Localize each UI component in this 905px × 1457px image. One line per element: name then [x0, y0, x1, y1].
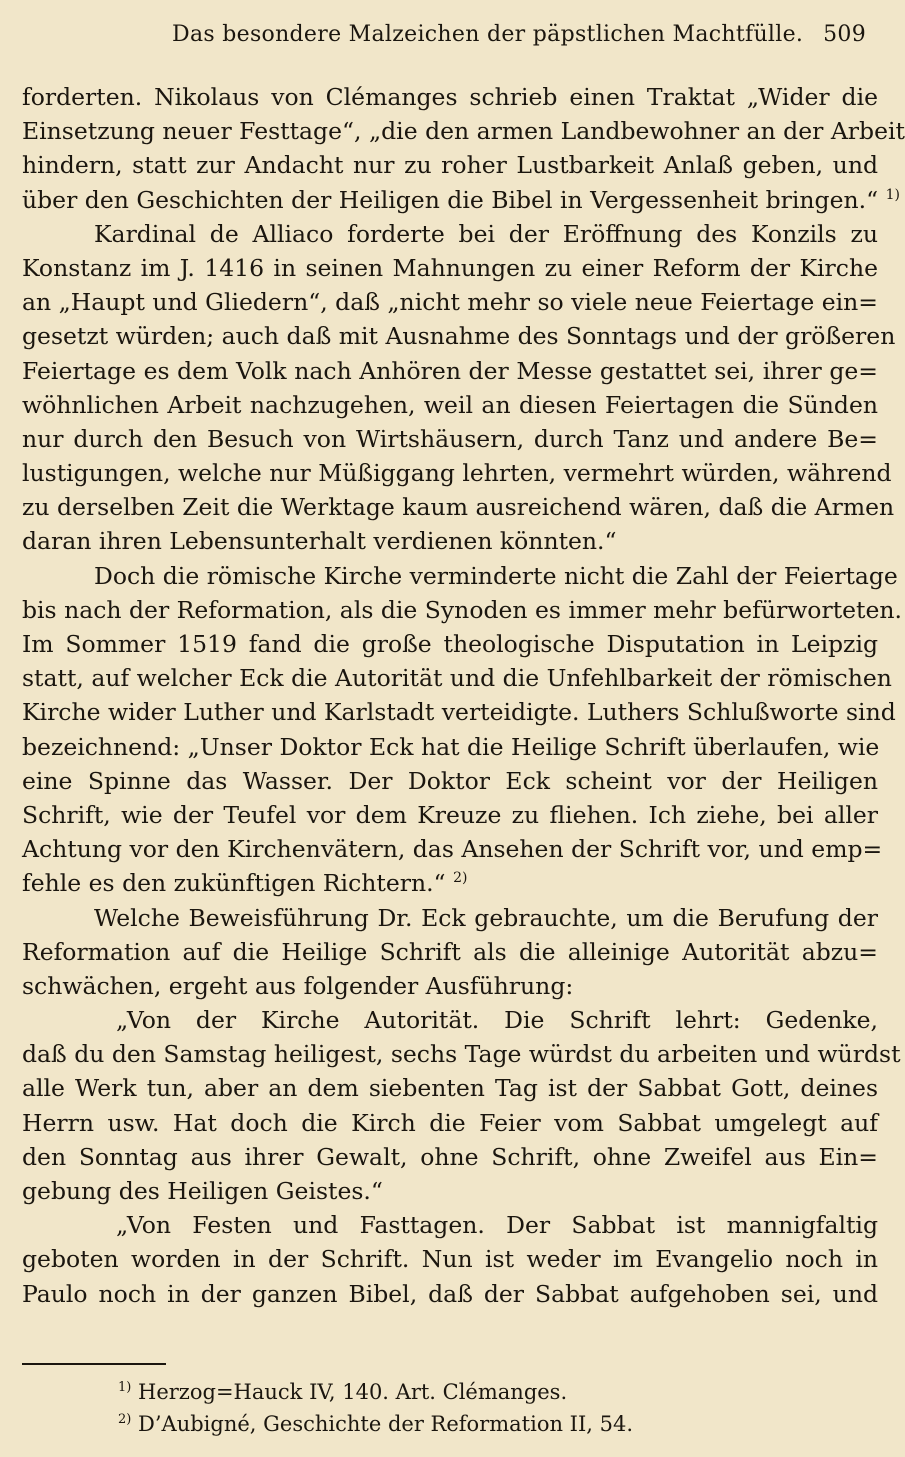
- text-line: gesetzt würden; auch daß mit Ausnahme des Sonntags und der größeren: [22, 322, 896, 351]
- text-line: Konstanz im J. 1416 in seinen Mahnungen zu einer Reform der Kirche: [22, 253, 878, 282]
- text-line: Achtung vor den Kirchenvätern, das Ansehen der Schrift vor, und emp=: [22, 835, 883, 864]
- text-line: Paulo noch in der ganzen Bibel, daß der Sabbat aufgehoben sei, und: [22, 1279, 878, 1308]
- text-line: zu derselben Zeit die Werktage kaum ausreichend wären, daß die Armen: [22, 493, 895, 522]
- text-line: Reformation auf die Heilige Schrift als die alleinige Autorität abzu=: [22, 937, 878, 966]
- page-number: 509: [823, 22, 866, 47]
- text-line: Herrn usw. Hat doch die Kirch die Feier vom Sabbat umgelegt auf: [22, 1108, 878, 1137]
- text-line: Kirche wider Luther und Karlstadt verteidigte. Luthers Schlußworte sind: [22, 698, 896, 727]
- text-line: „Von der Kirche Autorität. Die Schrift lehrt: Gedenke,: [116, 1006, 878, 1035]
- text-line: eine Spinne das Wasser. Der Doktor Eck scheint vor der Heiligen: [22, 766, 878, 795]
- footnotes: [118, 1376, 858, 1440]
- footnote-text: Herzog=Hauck IV, 140. Art. Clémanges.: [138, 1380, 568, 1404]
- footnote: [118, 1376, 858, 1408]
- running-title: Das besondere Malzeichen der päpstlichen Machtfülle.: [172, 22, 804, 47]
- text-line: bezeichnend: „Unser Doktor Eck hat die Heilige Schrift überlaufen, wie: [22, 732, 880, 761]
- text-line: nur durch den Besuch von Wirtshäusern, durch Tanz und andere Be=: [22, 424, 878, 453]
- footnote-mark: 1): [118, 1380, 132, 1395]
- text-line: Einsetzung neuer Festtage“, „die den armen Landbewohner an der Arbeit: [22, 117, 905, 146]
- footnote-text: D’Aubigné, Geschichte der Reformation II, 54.: [138, 1412, 633, 1436]
- text-line: gebung des Heiligen Geistes.“: [22, 1177, 383, 1205]
- text-line: daran ihren Lebensunterhalt verdienen könnten.“: [22, 527, 617, 556]
- footnote: [118, 1408, 858, 1440]
- text-line: statt, auf welcher Eck die Autorität und die Unfehlbarkeit der römischen: [22, 664, 892, 693]
- text-line: Doch die römische Kirche verminderte nicht die Zahl der Feiertage: [94, 561, 898, 590]
- text-line: Feiertage es dem Volk nach Anhören der Messe gestattet sei, ihrer ge=: [22, 356, 878, 385]
- text-line: daß du den Samstag heiligest, sechs Tage würdst du arbeiten und würdst: [22, 1040, 901, 1069]
- text-line: den Sonntag aus ihrer Gewalt, ohne Schrift, ohne Zweifel aus Ein=: [22, 1142, 878, 1171]
- footnote-mark: 2): [118, 1412, 132, 1427]
- text-line: über den Geschichten der Heiligen die Bibel in Vergessenheit bringen.“ $^{1)}$: [22, 185, 900, 214]
- text-line: schwächen, ergeht aus folgender Ausführung:: [22, 971, 574, 1000]
- text-line: geboten worden in der Schrift. Nun ist weder im Evangelio noch in: [22, 1245, 878, 1274]
- text-line: wöhnlichen Arbeit nachzugehen, weil an diesen Feiertagen die Sünden: [22, 390, 878, 419]
- text-line: „Von Festen und Fasttagen. Der Sabbat ist mannigfaltig: [116, 1211, 878, 1240]
- text-line: alle Werk tun, aber an dem siebenten Tag ist der Sabbat Gott, deines: [22, 1074, 878, 1103]
- text-line: forderten. Nikolaus von Clémanges schrieb einen Traktat „Wider die: [22, 83, 878, 111]
- text-line: bis nach der Reformation, als die Synoden es immer mehr befürworteten.: [22, 595, 902, 624]
- text-line: Kardinal de Alliaco forderte bei der Eröffnung des Konzils zu: [94, 219, 878, 248]
- text-line: hindern, statt zur Andacht nur zu roher Lustbarkeit Anlaß geben, und: [22, 151, 878, 180]
- footnote-ref: 2): [453, 870, 468, 887]
- text-line: an „Haupt und Gliedern“, daß „nicht mehr so viele neue Feiertage ein=: [22, 288, 878, 317]
- body-text: [22, 80, 905, 1311]
- running-head: [0, 22, 896, 52]
- text-line: Schrift, wie der Teufel vor dem Kreuze zu fliehen. Ich ziehe, bei aller: [22, 800, 878, 829]
- text-line: Im Sommer 1519 fand die große theologische Disputation in Leipzig: [22, 630, 878, 658]
- text-line: lustigungen, welche nur Müßiggang lehrten, vermehrt würden, während: [22, 459, 892, 488]
- text-line: fehle es den zukünftigen Richtern.“ $^{2)}$: [22, 869, 468, 898]
- footnote-divider: [22, 1363, 166, 1365]
- text-line: Welche Beweisführung Dr. Eck gebrauchte, um die Berufung der: [94, 903, 878, 932]
- footnote-ref: 1): [885, 186, 900, 203]
